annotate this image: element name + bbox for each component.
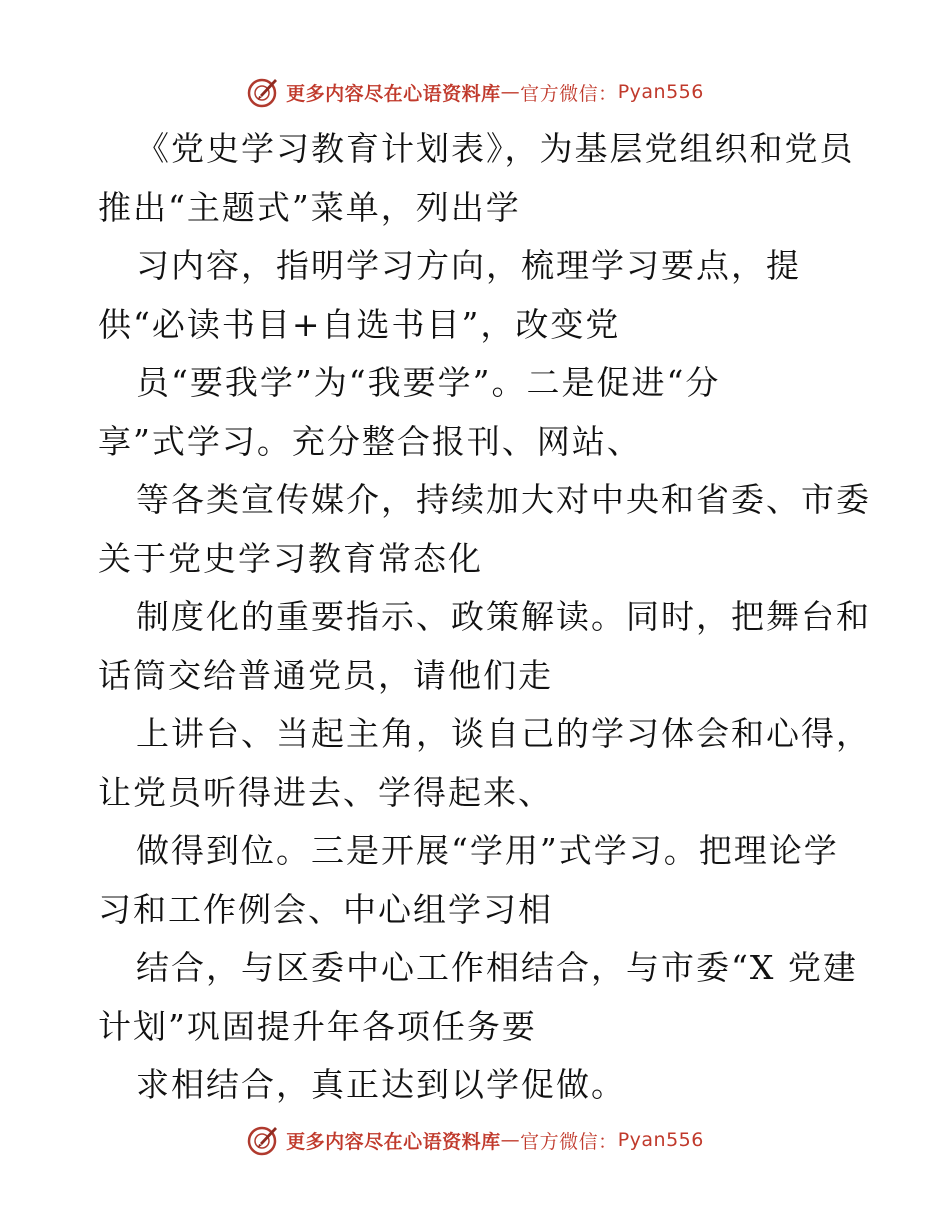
watermark-contact-label: 官方微信：	[520, 1130, 618, 1153]
text-line: 关于党史学习教育常态化	[98, 538, 483, 578]
text-line: 让党员听得进去、学得起来、	[98, 772, 553, 812]
watermark-separator: —	[500, 1129, 521, 1151]
watermark-contact-label: 官方微信：	[520, 82, 618, 105]
watermark-brand: 更多内容尽在心语资料库	[286, 82, 501, 105]
text-line: 求相结合，真正达到以学促做。	[136, 1065, 626, 1104]
text-line: 供“必读书目+自选书目”，改变党	[98, 304, 621, 344]
text-line: 习内容，指明学习方向，梳理学习要点，提	[136, 246, 801, 285]
text-line: 做得到位。三是开展“学用”式学习。把理论学	[136, 831, 839, 870]
quill-pen-circle-icon	[246, 1123, 280, 1157]
watermark-brand: 更多内容尽在心语资料库	[286, 1130, 501, 1153]
text-line: 制度化的重要指示、政策解读。同时，把舞台和	[136, 597, 871, 636]
text-line: 上讲台、当起主角，谈自己的学习体会和心得，	[136, 714, 871, 753]
text-line: 享”式学习。充分整合报刊、网站、	[98, 421, 642, 461]
watermark-wechat-id: Pyan556	[617, 1129, 704, 1151]
text-line: 推出“主题式”菜单，列出学	[98, 187, 521, 227]
header-watermark	[0, 72, 950, 112]
text-line: 习和工作例会、中心组学习相	[98, 889, 553, 929]
text-line: 话筒交给普通党员，请他们走	[98, 655, 553, 695]
watermark-separator: —	[500, 81, 521, 103]
text-line: 结合，与区委中心工作相结合，与市委“X 党建	[136, 948, 858, 987]
footer-watermark	[0, 1120, 950, 1160]
text-line: 《党史学习教育计划表》，为基层党组织和党员	[136, 129, 855, 168]
quill-pen-circle-icon	[246, 75, 280, 109]
document-body	[98, 120, 871, 1115]
text-line: 计划”巩固提升年各项任务要	[98, 1006, 537, 1046]
text-line: 员“要我学”为“我要学”。二是促进“分	[136, 363, 721, 402]
watermark-wechat-id: Pyan556	[617, 81, 704, 103]
text-line: 等各类宣传媒介，持续加大对中央和省委、市委	[136, 480, 871, 519]
